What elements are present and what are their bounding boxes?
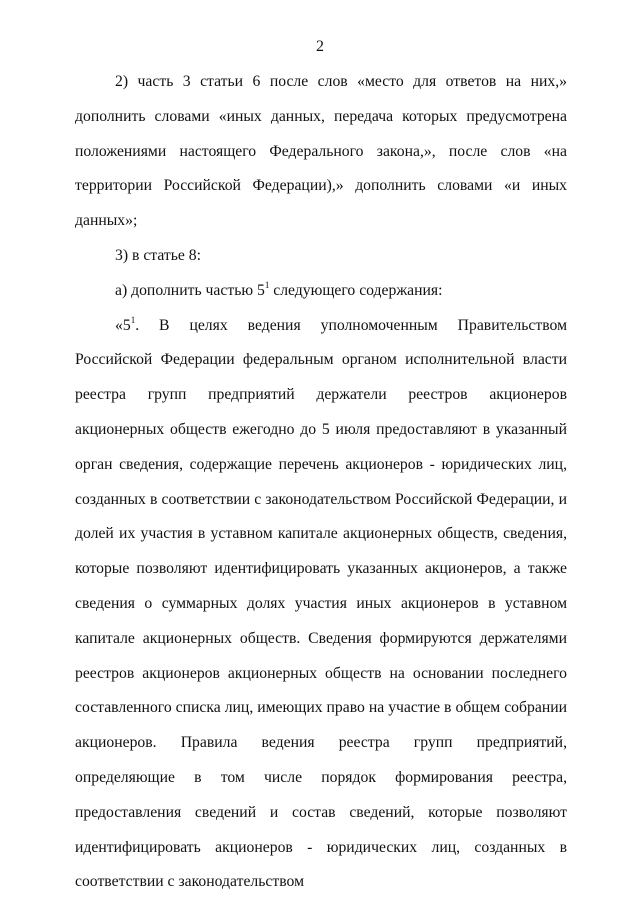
paragraph-amendment-3a [75, 274, 567, 309]
paragraph-3a-text-start: а) дополнить частью 5 [115, 281, 265, 299]
superscript-index: 1 [130, 314, 136, 325]
paragraph-part-5-1 [75, 309, 567, 901]
paragraph-5-1-opening: «5 [115, 316, 131, 334]
paragraph-amendment-3: 3) в статье 8: [115, 246, 201, 264]
page-number: 2 [316, 38, 324, 55]
paragraph-amendment-2: 2) часть 3 статьи 6 после слов «место для ответов на них,» дополнить словами «иных данных, передача которых предусмотрена положениями настоящего Федерального закона,», после слов «на территории Российской Федерации),» дополнить словами «и иных данных»; [75, 73, 567, 230]
superscript-index: 1 [264, 279, 270, 290]
paragraph-5-1-text: . В целях ведения уполномоченным Правительством Российской Федерации федеральным органом исполнительной власти реестра групп предприятий держатели реестров акционеров акционерных обществ ежегодно до 5 июля предоставляют в указанный орган сведения, содержащие перечень акционеров - юридических лиц, созданных в соответствии с законодательством Российской Федерации, и долей их участия в уставном капитале акционерных обществ, сведения, которые позволяют идентифицировать указанных акционеров, а также сведения о суммарных долях участия иных акционеров в уставном капитале акционерных обществ. Сведения формируются держателями реестров акционеров акционерных обществ на основании последнего составленного списка лиц, имеющих право на участие в общем собрании акционеров. Правила ведения реестра групп предприятий, определяющие в том числе порядок формирования реестра, предоставления сведений и состав сведений, которые позволяют идентифицировать акционеров - юридических лиц, созданных в соответствии с законодательством [75, 316, 567, 891]
paragraph-3a-text-end: следующего содержания: [269, 281, 443, 299]
document-body [75, 65, 567, 900]
